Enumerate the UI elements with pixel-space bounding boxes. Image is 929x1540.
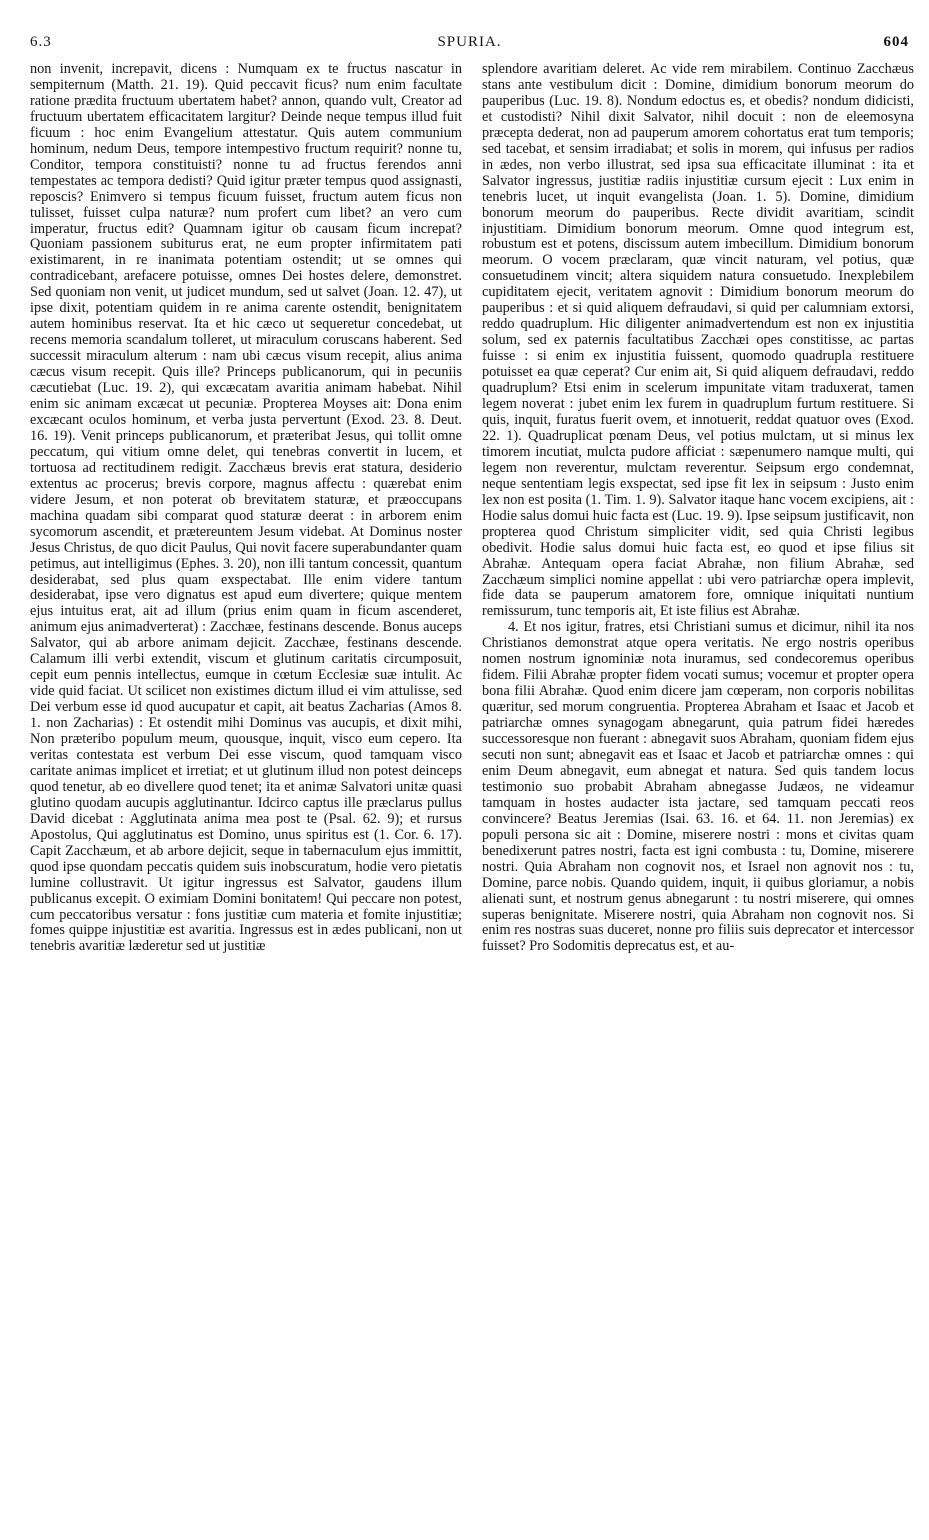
page-number-right: 604 [883,34,909,50]
right-column [482,62,914,1534]
page-number-left: 6.3 [30,34,52,50]
page-header [30,34,909,56]
left-paragraph-1: non invenit, increpavit, dicens : Numquam ex te fructus nascatur in sempiternum (Matth. 21. 19). Quid peccavit ficus? num enim facultate ratione prædita fructuum ubertatem habet? annon, quando vult, Creator ad fructuum ubertatem efficacitatem largitur? Deinde neque tempus illud fuit ficuum : hoc enim Evangelium attestatur. Quis autem communium hominum, nedum Deus, tempore intempestivo fructum requirit? nonne tu, Conditor, tempora constituisti? nonne tu ad fructus ferendos anni tempestates ac tempora dedisti? Quid igitur præter tempus quod assignasti, reposcis? Enimvero si tempus ficuum fuisset, fructum autem ficus non tulisset, fuisset culpa naturæ? num profert cum libet? an vero cum imperatur, fructus edit? Quamnam igitur ob causam ficum increpat? Quoniam passionem subiturus erat, ne eum propter infirmitatem pati existimarent, in re inanimata potentiam ostendit; ut se omnes qui contradicebant, arefacere potuisse, omnes Dei hostes delere, demonstret. Sed quoniam non venit, ut judicet mundum, sed ut salvet (Joan. 12. 47), ut ipse dixit, potentiam quidem in re anima carente ostendit, benignitatem autem hominibus reservat. Ita et hic cæco ut sequeretur concedebat, ut recens memoria scandalum tolleret, ut miraculum coruscans haberent. Sed successit miraculum alterum : nam ubi cæcus visum recepit, alius anima cæcus visum recepit. Quis ille? Princeps publicanorum, qui in pecuniis cæcutiebat (Luc. 19. 2), qui excæcatam avaritia animam habebat. Nihil enim sic animam excæcat ut pecuniæ. Propterea Moyses ait: Dona enim excæcant oculos hominum, et verba justa pervertunt (Exod. 23. 8. Deut. 16. 19). Venit princeps publicanorum, et præteribat Jesus, qui tollit omne peccatum, qui vitium omne delet, qui tenebras convertit in lucem, et tortuosa ad rectitudinem redigit. Zacchæus brevis erat statura, desiderio extentus ac procerus; brevis corpore, magnus affectu : quærebat enim videre Jesum, et non poterat ob brevitatem staturæ, et præoccupans machina quadam sibi comparat quod staturæ deerat : in arborem enim sycomorum ascendit, et prætereuntem Jesum videbat. At Dominus noster Jesus Christus, de quo dicit Paulus, Qui novit facere superabundanter quam petimus, aut intelligimus (Ephes. 3. 20), non illi tantum concessit, quantum desiderabat, sed plus quam exspectabat. Ille enim videre tantum desiderabat, ipse vero dignatus est apud eum divertere; quique mentem ejus intuitus erat, ait ad illum (prius enim quam in ficum ascenderet, animum ejus animadverterat) : Zacchæe, festinans descende. Bonus auceps Salvator, qui ab arbore animam dejicit. Zacchæe, festinans descende. Calamum illi verbi extendit, viscum et glutinum caritatis circumposuit, cepit eum pennis intellectus, eumque in cœtum Ecclesiæ suæ intulit. Ac vide quid faciat. Ut scilicet non existimes dictum illud ei vim attulisse, sed Dei verbum esse id quod aucupatur et capit, ait beatus Zacharias (Amos 8. 1. non Zacharias) : Et ostendit mihi Dominus vas aucupis, et dixit mihi, Non præteribo populum meum, quousque, inquit, visco eum cepero. Ita veritas contestata est verbum Dei esse viscum, quod tamquam visco caritate animas implicet et irretiat; et ut glutinum illud non potest deinceps quod tenetur, ab eo divellere quod tenet; ita et animæ Salvatori unitæ quasi glutino quodam aucupis agglutinantur. Idcirco captus ille præclarus pullus David dicebat : Agglutinata anima mea post te (Psal. 62. 9); et rursus Apostolus, Qui agglutinatus est Domino, unus spiritus est (1. Cor. 6. 17). Capit Zacchæum, et ab arbore dejicit, seque in tabernaculum ejus immittit, quod ipse quondam peccatis quidem suis inobscuratum, hodie vero pietatis lumine collustravit. Ut igitur ingressus est Salvator, gaudens illum publicanus excepit. O eximiam Domini bonitatem! Qui peccare non potest, cum peccatoribus versatur : fons justitiæ cum materia et fomite injustitiæ; fomes quippe injustitiæ est avaritia. Ingressus est in ædes publicani, non ut tenebris avaritiæ læderetur sed ut justitiæ [30,62,462,955]
right-paragraph-1: splendore avaritiam deleret. Ac vide rem mirabilem. Continuo Zacchæus stans ante vestibulum dicit : Domine, dimidium bonorum meorum do pauperibus (Luc. 19. 8). Nondum edoctus es, et obedis? nondum didicisti, et custodisti? Nihil dixit Salvator, nihil docuit : non de eleemosyna præcepta dederat, non ad pauperum amorem cohortatus erat tum temporis; sed tacebat, et sensim irradiabat; et solis in morem, qui infusus per radios in ædes, non verbo illustrat, sed ipsa sua efficacitate illuminat : ita et Salvator ingressus, justitiæ radiis injustitiæ cursum ejecit : Lux enim in tenebris lucet, ut inquit evangelista (Joan. 1. 5). Domine, dimidium bonorum meorum do pauperibus. Recte dividit avaritiam, scindit injustitiam. Dimidium bonorum meorum. Omne quod integrum est, robustum est et potens, discissum autem imbecillum. Dimidium bonorum meorum. O vocem præclaram, quæ vincit naturam, vel potius, quæ consuetudinem vincit; altera siquidem natura consuetudo. Inexplebilem cupiditatem ejecit, veritatem agnovit : Dimidium bonorum meorum do pauperibus : et si quid aliquem defraudavi, si quid per calumniam extorsi, reddo quadruplum. Hic diligenter animadvertendum est non ex injustitia solum, sed ex paternis facultatibus Zacchæi opes constitisse, ac partas fuisse : si enim ex injustitia fuissent, quomodo quadrupla restituere potuisset ea quæ ceperat? Cur enim ait, Si quid aliquem defraudavi, reddo quadruplum? Etsi enim in scelerum impunitate vitam traduxerat, tamen legem noverat : jubet enim lex furem in quadruplum furtum restituere. Si quis, inquit, furatus fuerit ovem, et innotuerit, reddat quatuor oves (Exod. 22. 1). Quadruplicat pœnam Deus, vel potius mulctam, ut si minus lex timorem incutiat, mulcta pudore afficiat : sæpenumero namque multi, qui legem non reverentur, mulctam reverentur. Seipsum ergo condemnat, neque sententiam legis exspectat, sed ipse fit lex in seipsum : Justo enim lex non est posita (1. Tim. 1. 9). Salvator itaque hanc vocem excipiens, ait : Hodie salus domui huic facta est (Luc. 19. 9). Ipse seipsum justificavit, non propterea quod Christum simpliciter vidit, sed quia Christi legibus obedivit. Hodie salus domui huic facta est, eo quod et ipse filius sit Abrahæ. Antequam opera faciat Abrahæ, non filium Abrahæ, sed Zacchæum simplici nomine appellat : ubi vero patriarchæ opera implevit, fide data se pauperum amatorem fore, omnique iniquitati nuntium remissurum, tunc temporis ait, Et iste filius est Abrahæ. [482,62,914,620]
running-title: SPURIA. [437,34,502,50]
right-paragraph-2: 4. Et nos igitur, fratres, etsi Christiani sumus et dicimur, nihil ita nos Christianos demonstrat atque opera veritatis. Ne ergo nostris operibus nomen nostrum ignominiæ nota inuramus, sed condecoremus operibus fidem. Filii Abrahæ propter fidem vocati sumus; vocemur et propter opera bona filii Abrahæ. Quod enim dicere jam cœperam, non corporis nobilitas quæritur, sed morum congruentia. Propterea Abraham et Isaac et Jacob et patriarchæ omnes synagogam abnegarunt, quia patrum fidei hæredes successoresque non fuerant : abnegavit suos Abraham, quoniam fidem ejus secuti non sunt; abnegavit eas et Isaac et Jacob et patriarchæ omnes : qui enim Deum abnegavit, eum abnegat et natura. Sed quis tandem locus testimonio suo probabit Abraham abnegasse Judæos, ne videamur tamquam in hostes audacter ista jactare, sed tamquam peccati reos convincere? Beatus Jeremias (Isai. 63. 16. et 64. 11. non Jeremias) ex populi persona sic ait : Domine, miserere nostri : mons et civitas quam benedixerunt patres nostri, facta est igni combusta : tu, Domine, miserere nostri. Quia Abraham non cognovit nos, et Israel non agnovit nos : tu, Domine, parce nobis. Quando quidem, inquit, ii quibus gloriamur, a nobis alienati sunt, et nostrum genus abnegarunt : tu nostri miserere, qui omnes superas benignitate. Miserere nostri, quia Abraham non cognovit nos. Si enim res nostras suas duceret, nonne pro filiis suis deprecator et intercessor fuisset? Pro Sodomitis deprecatus est, et au- [482,619,914,955]
left-column [30,62,462,1534]
